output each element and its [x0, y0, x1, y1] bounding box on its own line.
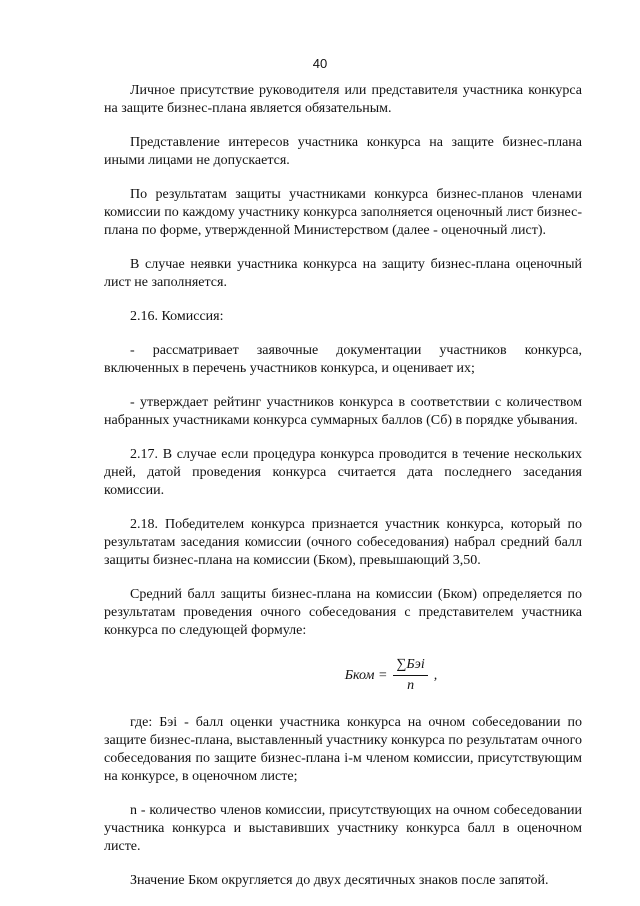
paragraph-attendance: Личное присутствие руководителя или представителя участника конкурса на защите бизнес-плана является обязательным. — [104, 83, 582, 116]
section-heading-2-16: 2.16. Комиссия: — [130, 309, 224, 324]
formula-numerator: ∑Бэi — [393, 656, 427, 676]
paragraph-2-18: 2.18. Победителем конкурса признается участник конкурса, который по результатам заседания комиссии (очного собеседования) набрал средний балл защиты бизнес-плана на комиссии (Бком), превышающий 3,50. — [104, 517, 582, 568]
paragraph-2-17: 2.17. В случае если процедура конкурса проводится в течение нескольких дней, датой проведения конкурса считается дата последнего заседания комиссии. — [104, 447, 582, 498]
formula-fraction — [393, 656, 427, 695]
formula-bkom — [104, 656, 582, 696]
paragraph-average-score: Средний балл защиты бизнес-плана на комиссии (Бком) определяется по результатам проведения очного собеседования с представителем участника конкурса по следующей формуле: — [104, 587, 582, 638]
list-item-review: - рассматривает заявочные документации участников конкурса, включенных в перечень участников конкурса, и оценивает их; — [104, 343, 582, 376]
formula-expression — [345, 656, 437, 695]
document-body — [104, 82, 582, 906]
list-item-rating: - утверждает рейтинг участников конкурса в соответствии с количеством набранных участниками конкурса суммарных баллов (Сб) в порядке убывания. — [104, 395, 582, 428]
paragraph-no-show: В случае неявки участника конкурса на защиту бизнес-плана оценочный лист не заполняется. — [104, 257, 582, 290]
paragraph-rounding: Значение Бком округляется до двух десятичных знаков после запятой. — [130, 873, 549, 888]
formula-lhs: Бком = — [344, 667, 388, 683]
paragraph-where-be: где: Бэi - балл оценки участника конкурса на очном собеседовании по защите бизнес-плана, выставленный участнику конкурса по результатам очного собеседования по защите бизнес-плана i-м членом комиссии, присутствующим на конкурсе, в оценочном листе; — [104, 715, 582, 784]
paragraph-evaluation-sheet: По результатам защиты участниками конкурса бизнес-планов членами комиссии по каждому участнику конкурса заполняется оценочный лист бизнес-плана по форме, утвержденной Министерством (далее - оценочный лист). — [104, 187, 582, 238]
formula-trail: , — [433, 667, 438, 683]
page-number: 40 — [312, 56, 328, 71]
paragraph-representation: Представление интересов участника конкурса на защите бизнес-плана иными лицами не допускается. — [104, 135, 582, 168]
paragraph-where-n: n - количество членов комиссии, присутствующих на очном собеседовании участника конкурса и выставивших участнику конкурса балл в оценочном листе. — [104, 803, 582, 854]
formula-denominator: n — [407, 678, 415, 693]
